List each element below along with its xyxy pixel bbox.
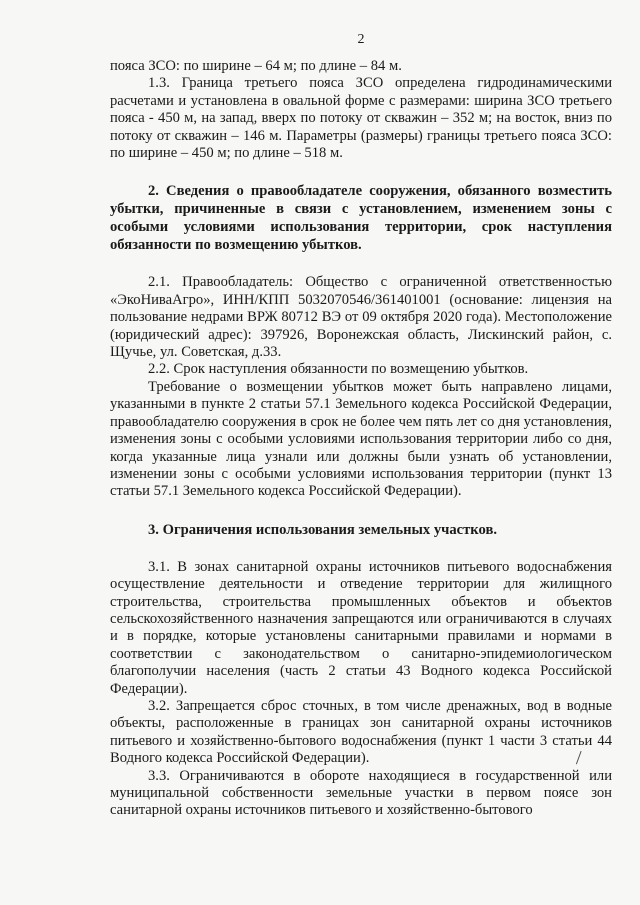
- page-number: 2: [357, 32, 365, 47]
- paragraph-1-3: 1.3. Граница третьего пояса ЗСО определена гидродинамическими расчетами и установлена в овальной форме с размерами: ширина ЗСО третьего пояса - 450 м, на запад, вверх по потоку от скважин – 352 м; на восток, вниз по потоку от скважин – 146 м. Параметры (размеры) границы третьего пояса ЗСО: по ширине – 450 м; по длине – 518 м.: [110, 75, 612, 162]
- section-2-heading: 2. Сведения о правообладателе сооружения, обязанного возместить убытки, причиненные в связи с установлением, изменением зоны с особыми условиями использования территории, срок наступления обязанности по возмещению убытков.: [110, 183, 612, 254]
- paragraph-2-2: 2.2. Срок наступления обязанности по возмещению убытков.: [148, 361, 529, 378]
- paragraph-3-1: 3.1. В зонах санитарной охраны источников питьевого водоснабжения осуществление деятельности и отведение территории для жилищного строительства, строительства промышленных объектов и объектов сельскохозяйственного назначения запрещаются или ограничиваются в случаях и в порядке, которые установлены санитарными правилами и нормами в соответствии с законодательством о санитарно-эпидемиологическом благополучии населения (часть 2 статьи 43 Водного кодекса Российской Федерации).: [110, 558, 612, 697]
- paragraph-2-2-text: Требование о возмещении убытков может быть направлено лицами, указанными в пункте 2 статьи 57.1 Земельного кодекса Российской Федерации, правообладателю сооружения в срок не более чем пять лет со дня установления, изменения зоны с особыми условиями использования территории либо со дня, когда указанные лица узнали или должны были узнать об установлении, изменении зоны с особыми условиями использования территории (пункт 13 статьи 57.1 Земельного кодекса Российской Федерации).: [110, 378, 612, 500]
- paragraph-continuation: пояса ЗСО: по ширине – 64 м; по длине – 84 м.: [110, 58, 402, 74]
- paragraph-2-1: 2.1. Правообладатель: Общество с ограниченной ответственностью «ЭкоНиваАгро», ИНН/КПП 5032070546/361401001 (основание: лицензия на пользование недрами ВРЖ 80712 ВЭ от 09 октября 2020 года). Местоположение (юридический адрес): 397926, Воронежская область, Лискинский район, с. Щучье, ул. Советская, д.33.: [110, 274, 612, 361]
- paragraph-3-2: 3.2. Запрещается сброс сточных, в том числе дренажных, вод в водные объекты, расположенные в границах зон санитарной охраны источников питьевого и хозяйственно-бытового водоснабжения (пункт 1 части 3 статьи 44 Водного кодекса Российской Федерации).: [110, 697, 612, 767]
- section-3-heading: 3. Ограничения использования земельных участков.: [148, 521, 497, 538]
- paragraph-3-3: 3.3. Ограничиваются в обороте находящиеся в государственной или муниципальной собственности земельные участки в первом поясе зон санитарной охраны источников питьевого и хозяйственно-бытового: [110, 767, 612, 819]
